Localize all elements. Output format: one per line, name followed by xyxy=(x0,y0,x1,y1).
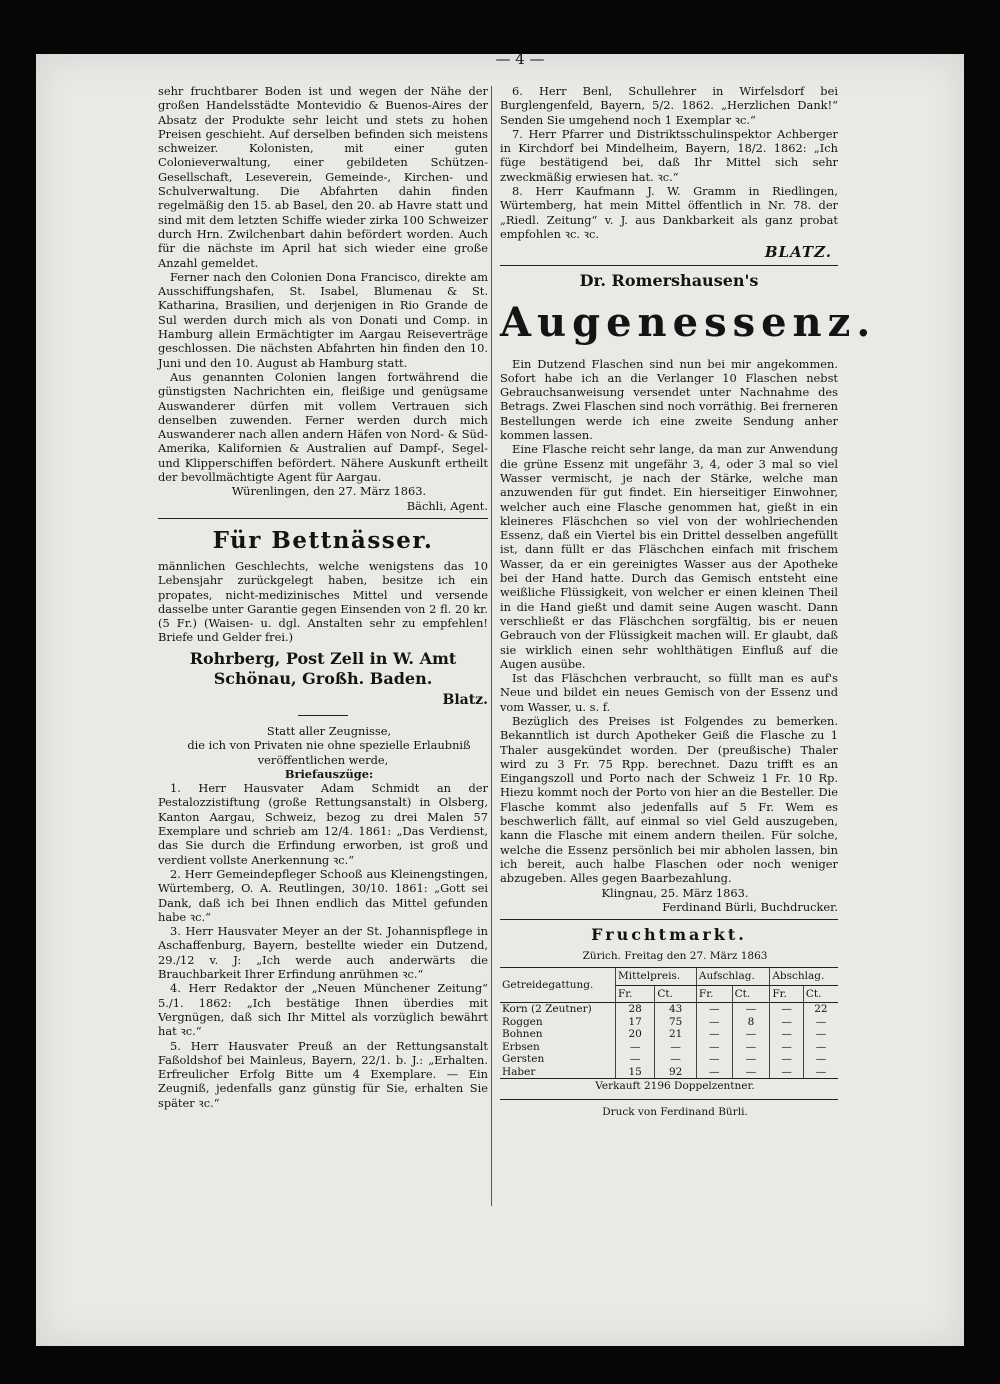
cell: — xyxy=(803,1016,838,1029)
testimonial-7: 7. Herr Pfarrer und Distriktsschulinspektor Achberger in Kirchdorf bei Mindelheim, Bayern, 18/2. 1862: „Ich füge bestätigend bei, daß Ihr Mittel sich sehr zweckmäßig erwiesen hat. ꝛc.“ xyxy=(500,126,838,184)
page-number: — 4 — xyxy=(495,50,545,68)
subheader: Fr. xyxy=(696,985,732,1003)
emigration-ad-p1: sehr fruchtbarer Boden ist und wegen der Nähe der großen Handelsstädte Montevidio & Buenos-Aires der Absatz der Produkte sehr leicht und stets zu hohen Preisen geschieht. Auf derselben befinden sich meistens schweizer. Kolonisten, mit einer guten Colonieverwaltung, einer gebildeten Schützen-Gesellschaft, Leseverein, Gemeinde-, Kirchen- und Schulverwaltung. Die Abfahrten dahin finden regelmäßig den 15. ab Basel, den 20. ab Havre statt und sind mit dem letzten Schiffe wieder zirka 100 Schweizer durch Hrn. Zwilchenbart dahin befördert worden. Auch für die nächste im April hat sich wieder eine große Anzahl gemeldet. xyxy=(158,84,488,270)
letter-extracts-heading: Briefauszüge: xyxy=(284,766,374,781)
cell: — xyxy=(770,1028,804,1041)
col-header-increase: Aufschlag. xyxy=(696,968,769,986)
emigration-signature: Bächli, Agent. xyxy=(406,498,488,513)
col-header-mean-price: Mittelpreis. xyxy=(616,968,697,986)
left-column xyxy=(158,84,488,1110)
testimonial-3: 3. Herr Hausvater Meyer an der St. Johannispflege in Aschaffenburg, Bayern, bestellte wieder ein Dutzend, 29./12 v. J: „Ich werde auch anderwärts die Brauchbarkeit Ihrer Erfindung anrühmen ꝛc.“ xyxy=(158,924,488,982)
eye-essence-place-date: Klingnau, 25. März 1863. xyxy=(601,885,749,900)
cell: — xyxy=(696,1016,732,1029)
cell: — xyxy=(803,1053,838,1066)
cell: — xyxy=(770,1041,804,1054)
cell: 92 xyxy=(655,1066,697,1079)
eye-essence-signature: Ferdinand Bürli, Buchdrucker. xyxy=(662,899,838,914)
subheader: Ct. xyxy=(732,985,770,1003)
cell: 75 xyxy=(655,1016,697,1029)
testimonial-5: 5. Herr Hausvater Preuß an der Rettungsanstalt Faßoldshof bei Mainleus, Bayern, 22/1. b. J.: „Erhalten. Erfreulicher Erfolg Bitte um 4 Exemplare. — Ein Zeugniß, jedenfalls ganz günstig für Sie, erhalten Sie später ꝛc.“ xyxy=(158,1038,488,1110)
col-header-decrease: Abschlag. xyxy=(770,968,838,986)
right-column xyxy=(500,84,877,1119)
cell: — xyxy=(803,1066,838,1079)
testimonial-2: 2. Herr Gemeindepfleger Schooß aus Kleinengstingen, Würtemberg, O. A. Reutlingen, 30/10. 1861: „Gott sei Dank, daß ich bei Ihnen endlich das Mittel gefunden habe ꝛc.“ xyxy=(158,866,488,924)
cell: — xyxy=(696,1053,732,1066)
testimonial-4: 4. Herr Redaktor der „Neuen Münchener Zeitung“ 5./1. 1862: „Ich bestätige Ihnen überdies mit Vergnügen, daß sich Ihr Mittel als vorzüglich bewährt hat ꝛc.“ xyxy=(158,981,488,1039)
cell: — xyxy=(732,1003,770,1016)
table-row xyxy=(500,1003,838,1016)
eye-essence-title: Augenessenz. xyxy=(500,298,877,346)
emigration-ad-p2: Ferner nach den Colonien Dona Francisco, direkte am Ausschiffungshafen, St. Isabel, Blumenau & St. Katharina, Brasilien, und derjenigen in Rio Grande de Sul werden durch mich als von Donati und Comp. in Hamburg allein Ermächtigter im Aargau Reiseverträge geschlossen. Die nächsten Abfahrten hin finden den 10. Juni und den 10. August ab Hamburg statt. xyxy=(158,269,488,370)
subheader: Ct. xyxy=(655,985,697,1003)
emigration-place-date: Würenlingen, den 27. März 1863. xyxy=(231,484,427,499)
table-row xyxy=(500,1053,838,1066)
blatz-signature: BLATZ. xyxy=(764,243,832,262)
cell: — xyxy=(655,1041,697,1054)
col-header-grain: Getreidegattung. xyxy=(500,968,616,1003)
cell: — xyxy=(770,1016,804,1029)
cell: 8 xyxy=(732,1016,770,1029)
testimonials-subheading: die ich von Privaten nie ohne spezielle Erlaubniß veröffentlichen werde, xyxy=(187,738,471,767)
ad-separator xyxy=(500,265,838,266)
emigration-ad-p3: Aus genannten Colonien langen fortwährend die günstigsten Nachrichten ein, fleißige und genügsame Auswanderer dürfen mit vollem Vertrauen sich denselben zuwenden. Ferner werden durch mich Auswanderer nach allen andern Häfen von Nord- & Süd-Amerika, Kalifornien & Australien auf Dampf-, Segel- und Klipperschiffen befördert. Nähere Auskunft ertheilt der bevollmächtigte Agent für Aargau. xyxy=(158,369,488,485)
testimonial-8: 8. Herr Kaufmann J. W. Gramm in Riedlingen, Würtemberg, hat mein Mittel öffentlich in Nr. 78. der „Riedl. Zeitung“ v. J. aus Dankbarkeit als ganz probat empfohlen ꝛc. ꝛc. xyxy=(500,184,838,241)
subheader: Fr. xyxy=(616,985,655,1003)
cell: Haber xyxy=(500,1066,616,1079)
eye-essence-p3: Ist das Fläschchen verbraucht, so füllt man es auf's Neue und bildet ein neues Gemisch von der Essenz und vom Wasser, u. s. f. xyxy=(500,671,838,714)
cell: — xyxy=(803,1028,838,1041)
cell: 22 xyxy=(803,1003,838,1016)
table-row xyxy=(500,1016,838,1029)
bedwetting-ad-title: Für Bettnässer. xyxy=(212,526,434,554)
cell: — xyxy=(696,1041,732,1054)
cell: — xyxy=(655,1053,697,1066)
table-row xyxy=(500,1041,838,1054)
cell: Gersten xyxy=(502,1053,545,1066)
cell: — xyxy=(770,1066,804,1079)
cell: Korn (2 Zeutner) xyxy=(502,1003,592,1016)
eye-essence-p2: Eine Flasche reicht sehr lange, da man zur Anwendung die grüne Essenz mit ungefähr 3, 4, oder 3 mal so viel Wasser vermischt, je nach der Stärke, welche man anzuwenden für gut findet. Ein hierseitiger Einwohner, welcher auch eine Flasche genommen hat, gießt in ein kleineres Fläschchen so viel von der wohlriechenden Essenz, daß ein Viertel bis ein Drittel desselben angefüllt ist, dann füllt er das Fläschchen einfach mit frischem Wasser, da er ein gereinigtes Wasser aus der Apotheke bei der Hand hatte. Durch das Gemisch entsteht eine weißliche Flüssigkeit, von welcher er einen kleinen Theil in die Hand gießt und damit seine Augen wascht. Dann verschließt er das Fläschchen sorgfältig, bis er neuen Gebrauch von der Flüssigkeit machen will. Er glaubt, daß sie wirklich einen sehr wohlthätigen Einfluß auf die Augen ausübe. xyxy=(500,442,838,671)
ad-separator xyxy=(500,919,838,920)
cell: 17 xyxy=(616,1016,655,1029)
cell: — xyxy=(732,1041,770,1054)
cell: — xyxy=(732,1028,770,1041)
cell: — xyxy=(770,1003,804,1016)
testimonial-1: 1. Herr Hausvater Adam Schmidt an der Pestalozzistiftung (große Rettungsanstalt) in Olsberg, Kanton Aargau, Schweiz, bezog zu drei Malen 57 Exemplare und schrieb am 12/4. 1861: „Das Verdienst, das Sie durch die Erfindung erworben, ist groß und verdient vollste Anerkennung ꝛc.“ xyxy=(158,781,488,867)
subheader: Fr. xyxy=(770,985,804,1003)
bedwetting-ad-text: männlichen Geschlechts, welche wenigstens das 10 Lebensjahr zurückgelegt haben, besitze ich ein propates, nicht-medizinisches Mittel und versende dasselbe unter Garantie gegen Einsenden von 2 fl. 20 kr. (5 Fr.) (Waisen- u. dgl. Anstalten sehr zu empfehlen! Briefe und Gelder frei.) xyxy=(158,558,488,645)
market-sold-total: Verkauft 2196 Doppelzentner. xyxy=(595,1080,755,1093)
market-subtitle: Zürich. Freitag den 27. März 1863 xyxy=(582,950,768,963)
cell: — xyxy=(732,1053,770,1066)
bedwetting-ad-blatz: Blatz. xyxy=(442,691,488,708)
cell: — xyxy=(696,1003,732,1016)
eye-essence-p1: Ein Dutzend Flaschen sind nun bei mir angekommen. Sofort habe ich an die Verlanger 10 Flaschen nebst Gebrauchsanweisung versendet unter Nachnahme des Betrags. Zwei Flaschen sind noch vorräthig. Bei frerneren Bestellungen werde ich eine zweite Sendung anher kommen lassen. xyxy=(500,356,838,443)
table-row xyxy=(500,1028,838,1041)
cell: Roggen xyxy=(502,1015,543,1028)
cell: Bohnen xyxy=(502,1028,543,1041)
testimonial-6: 6. Herr Benl, Schullehrer in Wirfelsdorf bei Burglengenfeld, Bayern, 5/2. 1862. „Herzlichen Dank!“ Senden Sie umgehend noch 1 Exemplar ꝛc.“ xyxy=(500,84,838,127)
cell: — xyxy=(770,1053,804,1066)
cell: 20 xyxy=(616,1028,655,1041)
table-row xyxy=(500,1066,838,1079)
subheader: Ct. xyxy=(803,985,838,1003)
cell: Erbsen xyxy=(502,1040,540,1053)
eye-essence-author: Dr. Romershausen's xyxy=(579,270,759,290)
column-divider xyxy=(491,86,492,1206)
short-rule xyxy=(298,715,348,716)
cell: — xyxy=(696,1066,732,1079)
cell: — xyxy=(803,1041,838,1054)
cell: — xyxy=(616,1041,655,1054)
eye-essence-p4: Bezüglich des Preises ist Folgendes zu bemerken. Bekanntlich ist durch Apotheker Geiß die Flasche zu 1 Thaler ausgekündet worden. Der (preußische) Thaler wird zu 3 Fr. 75 Rpp. berechnet. Dazu trifft es an Eingangszoll und Porto nach der Schweiz 1 Fr. 10 Rp. Hiezu kommt noch der Porto von hier an die Besteller. Die Flasche kommt also jedenfalls auf 5 Fr. Wem es beschwerlich fällt, auf einmal so viel Geld auszugeben, kann die Flasche mit einem andern theilen. Für solche, welche die Essenz persönlich bei mir abholen lassen, bin ich bereit, auch halbe Flaschen oder noch weniger abzugeben. Alles gegen Baarbezahlung. xyxy=(500,713,838,886)
bedwetting-ad-address: Rohrberg, Post Zell in W. Amt Schönau, Großh. Baden. xyxy=(189,648,457,688)
printer-imprint: Druck von Ferdinand Bürli. xyxy=(602,1105,748,1118)
cell: 43 xyxy=(655,1003,697,1016)
cell: — xyxy=(696,1028,732,1041)
testimonials-heading: Statt aller Zeugnisse, xyxy=(266,723,392,738)
cell: 21 xyxy=(655,1028,697,1041)
ad-separator xyxy=(158,518,488,519)
cell: — xyxy=(732,1066,770,1079)
cell: 28 xyxy=(616,1003,655,1016)
cell: 15 xyxy=(616,1066,655,1079)
cell: — xyxy=(616,1053,655,1066)
market-table xyxy=(500,967,838,1079)
market-title: Fruchtmarkt. xyxy=(591,925,747,945)
footer-rule xyxy=(500,1099,838,1100)
